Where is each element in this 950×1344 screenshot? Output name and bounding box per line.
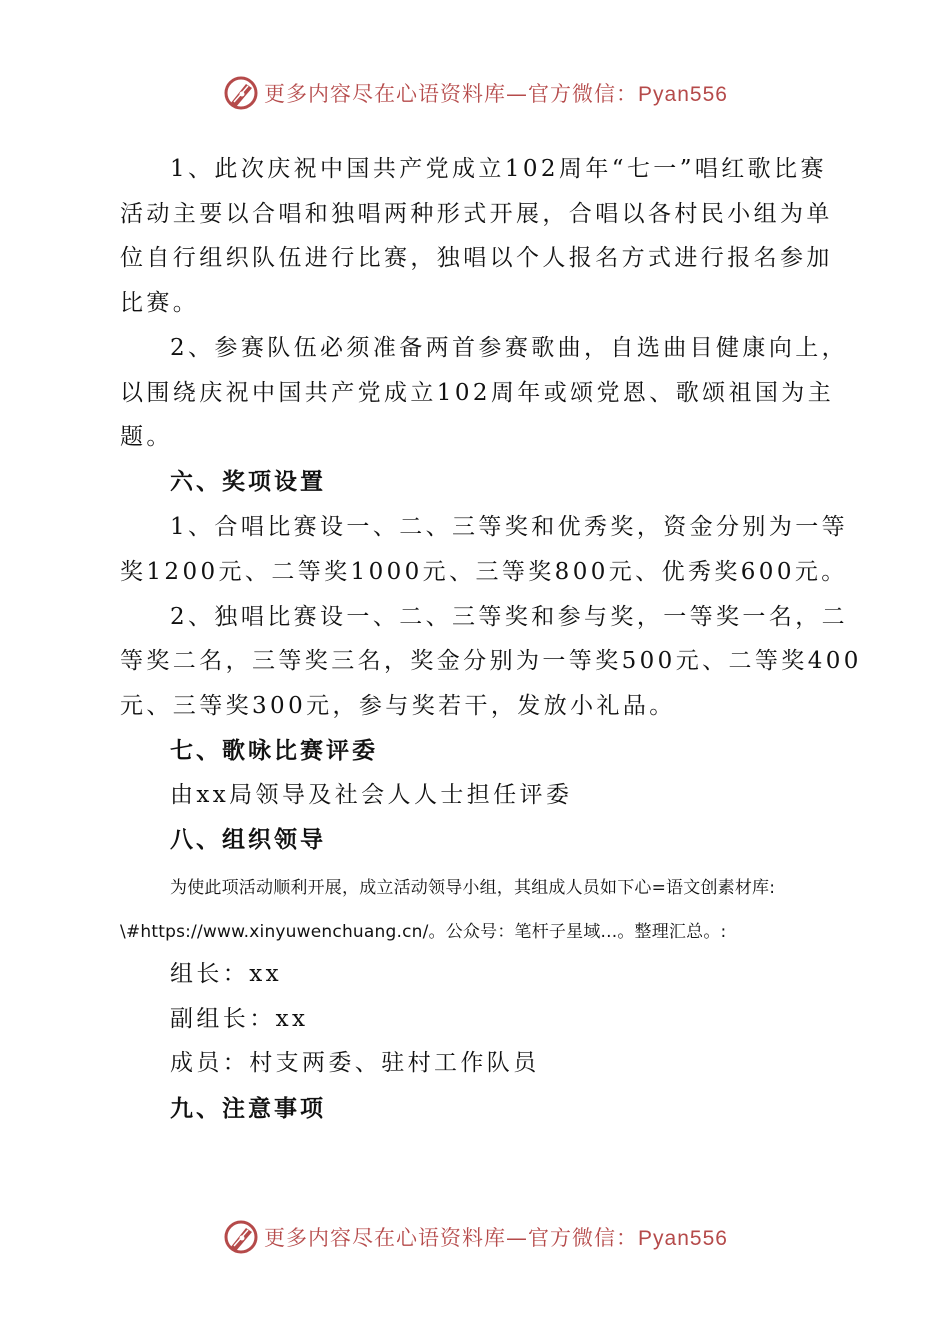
banner-label: 官方微信：: [528, 82, 639, 106]
paragraph-4-line-1: 2、独唱比赛设一、二、三等奖和参与奖，一等奖一名，二: [170, 604, 849, 630]
paragraph-1-line-2: 活动主要以合唱和独唱两种形式开展，合唱以各村民小组为单: [120, 201, 833, 227]
pen-nib-logo-icon: [222, 74, 260, 112]
organization-note-line-1: 为使此项活动顺利开展，成立活动领导小组，其组成人员如下心=语文创素材库:: [170, 878, 776, 898]
paragraph-1-line-4: 比赛。: [120, 290, 200, 316]
banner-dash: —: [506, 1226, 529, 1250]
banner-wechat-id: Pyan556: [638, 1227, 728, 1250]
banner-main: 更多内容尽在心语资料库: [264, 1226, 507, 1250]
vice-leader-line: 副组长：xx: [170, 1006, 309, 1032]
banner-label: 官方微信：: [528, 1226, 639, 1250]
section-heading-7: 七、歌咏比赛评委: [170, 738, 378, 764]
section-heading-9: 九、注意事项: [170, 1096, 326, 1122]
banner-dash: —: [506, 82, 529, 106]
banner-main: 更多内容尽在心语资料库: [264, 82, 507, 106]
members-line: 成员：村支两委、驻村工作队员: [170, 1050, 540, 1076]
judges-paragraph: 由xx局领导及社会人人士担任评委: [170, 782, 573, 808]
footer-banner: [0, 1217, 950, 1257]
paragraph-2-line-3: 题。: [120, 424, 173, 450]
paragraph-1-line-1: 1、此次庆祝中国共产党成立102周年“七一”唱红歌比赛: [170, 156, 827, 182]
header-banner: [0, 73, 950, 113]
paragraph-3-line-2: 奖1200元、二等奖1000元、三等奖800元、优秀奖600元。: [120, 559, 848, 585]
paragraph-4-line-2: 等奖二名，三等奖三名，奖金分别为一等奖500元、二等奖400: [120, 648, 862, 674]
paragraph-2-line-2: 以围绕庆祝中国共产党成立102周年或颂党恩、歌颂祖国为主: [120, 380, 835, 406]
leader-line: 组长：xx: [170, 961, 282, 987]
paragraph-4-line-3: 元、三等奖300元，参与奖若干，发放小礼品。: [120, 693, 676, 719]
paragraph-2-line-1: 2、参赛队伍必须准备两首参赛歌曲，自选曲目健康向上，: [170, 335, 849, 361]
organization-note-line-2: \#https://www.xinyuwenchuang.cn/。公众号：笔杆子星域...。整理汇总。:: [120, 922, 727, 942]
section-heading-6: 六、奖项设置: [170, 469, 326, 495]
pen-nib-logo-icon: [222, 1218, 260, 1256]
banner-text: [264, 78, 728, 108]
banner-text: [264, 1222, 728, 1252]
paragraph-1-line-3: 位自行组织队伍进行比赛，独唱以个人报名方式进行报名参加: [120, 245, 833, 271]
paragraph-3-line-1: 1、合唱比赛设一、二、三等奖和优秀奖，资金分别为一等: [170, 514, 849, 540]
banner-wechat-id: Pyan556: [638, 83, 728, 106]
section-heading-8: 八、组织领导: [170, 827, 326, 853]
